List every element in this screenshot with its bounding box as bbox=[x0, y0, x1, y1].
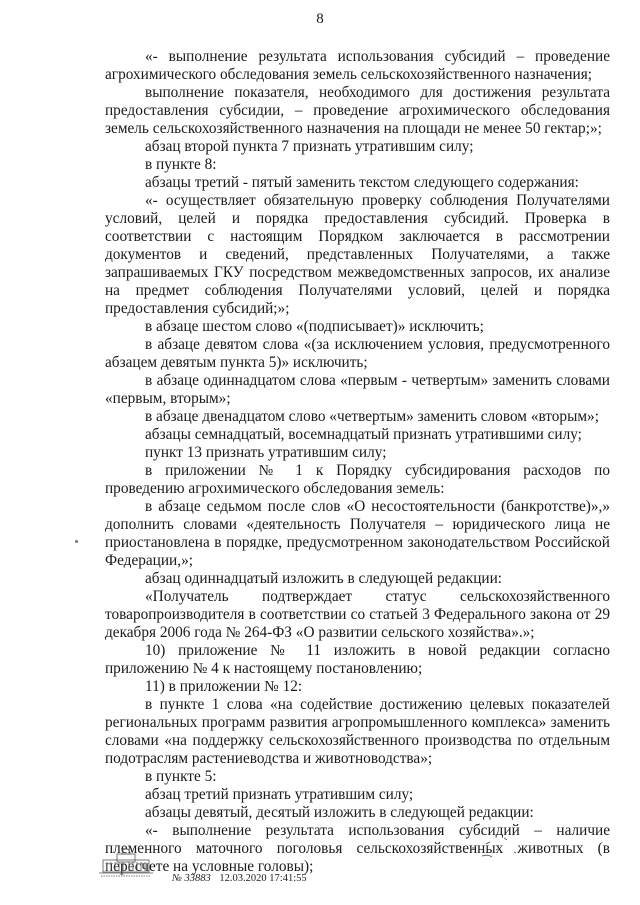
paragraph-7: в абзаце шестом слово «(подписывает)» исключить; bbox=[145, 318, 484, 335]
document-stamp bbox=[172, 873, 307, 884]
paragraph-16: «Получатель подтверждает статус сельскохозяйственного товаропроизводителя в соответствии со статьей 3 Федерального закона от 29 декабря 2006 года № 264-ФЗ «О развитии сельского хозяйства».»; bbox=[105, 588, 610, 641]
document-body bbox=[105, 48, 610, 876]
paragraph-17: 10) приложение № 11 изложить в новой редакции согласно приложению № 4 к настоящему постановлению; bbox=[105, 642, 610, 677]
paragraph-14: в абзаце седьмом после слов «О несостоятельности (банкротстве)»,» дополнить словами «деятельность Получателя – юридического лица не приостановлена в порядке, предусмотренном законодательством Российской Федерации,»; bbox=[105, 498, 610, 569]
paragraph-1: «- выполнение результата использования субсидий – проведение агрохимического обследования земель сельскохозяйственного назначения; bbox=[105, 48, 610, 83]
doc-timestamp: 12.03.2020 17:41:55 bbox=[219, 873, 307, 884]
paragraph-10: в абзаце двенадцатом слово «четвертым» заменить словом «вторым»; bbox=[145, 408, 599, 425]
paragraph-22: абзацы девятый, десятый изложить в следующей редакции: bbox=[145, 804, 534, 821]
paragraph-13: в приложении № 1 к Порядку субсидирования расходов по проведению агрохимического обследования земель: bbox=[105, 462, 610, 497]
paragraph-8: в абзаце девятом слова «(за исключением условия, предусмотренного абзацем девятым пункта 5)» исключить; bbox=[105, 336, 610, 371]
page-number: 8 bbox=[316, 11, 324, 27]
paragraph-21: абзац третий признать утратившим силу; bbox=[145, 786, 414, 803]
doc-number: № 33883 bbox=[172, 873, 211, 884]
scan-speck bbox=[75, 540, 78, 543]
paragraph-18: 11) в приложении № 12: bbox=[145, 678, 303, 695]
paragraph-12: пункт 13 признать утратившим силу; bbox=[145, 444, 387, 461]
scribble-mark-icon bbox=[456, 826, 526, 866]
paragraph-2: выполнение показателя, необходимого для достижения результата предоставления субсидии, – проведение агрохимического обследования земель сельскохозяйственного назначения на площади не менее 50 гектар;»; bbox=[105, 84, 610, 137]
paragraph-4: в пункте 8: bbox=[145, 156, 217, 173]
paragraph-6: «- осуществляет обязательную проверку соблюдения Получателями условий, целей и порядка предоставления субсидий. Проверка в соответствии с настоящим Порядком заключается в рассмотрении документов и сведений, представленных Получателями, а также запрашиваемых ГКУ посредством межведомственных запросов, их анализе на предмет соблюдения Получателями условий, целей и порядка предоставления субсидий;»; bbox=[105, 192, 610, 317]
paragraph-11: абзацы семнадцатый, восемнадцатый признать утратившими силу; bbox=[145, 426, 582, 443]
paragraph-23: «- выполнение результата использования субсидий – наличие племенного маточного поголовья сельскохозяйственных животных (в пересчете на условные головы); bbox=[105, 822, 610, 875]
paragraph-3: абзац второй пункта 7 признать утратившим силу; bbox=[145, 138, 474, 155]
paragraph-20: в пункте 5: bbox=[145, 768, 217, 785]
building-logo-icon bbox=[97, 846, 155, 880]
paragraph-19: в пункте 1 слова «на содействие достижению целевых показателей региональных программ развития агропромышленного комплекса» заменить словами «на поддержку сельскохозяйственного производства по отдельным подотраслям растениеводства и животноводства»; bbox=[105, 696, 610, 767]
paragraph-5: абзацы третий - пятый заменить текстом следующего содержания: bbox=[145, 174, 579, 191]
paragraph-9: в абзаце одиннадцатом слова «первым - четвертым» заменить словами «первым, вторым»; bbox=[105, 372, 610, 407]
paragraph-15: абзац одиннадцатый изложить в следующей редакции: bbox=[145, 570, 503, 587]
